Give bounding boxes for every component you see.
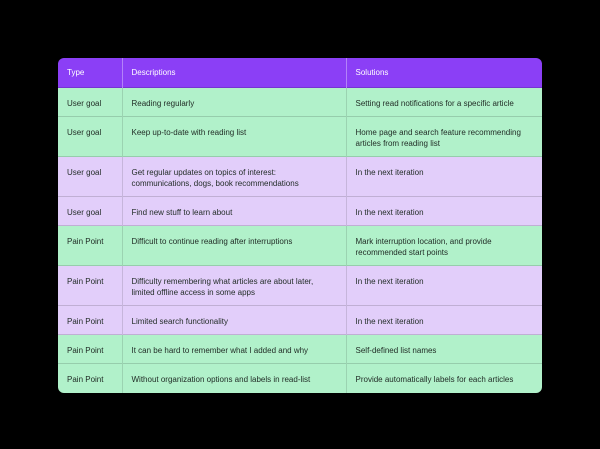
cell-type: User goal [58,157,122,197]
cell-solution: Provide automatically labels for each articles [346,364,542,393]
goals-pain-points-table [58,58,542,393]
cell-type: Pain Point [58,226,122,266]
header-type: Type [58,58,122,88]
cell-description: Get regular updates on topics of interest: communications, dogs, book recommendations [122,157,346,197]
table-row [58,197,542,226]
cell-solution: Setting read notifications for a specific article [346,88,542,117]
table-row [58,88,542,117]
cell-description: It can be hard to remember what I added and why [122,335,346,364]
cell-description: Difficult to continue reading after interruptions [122,226,346,266]
cell-type: User goal [58,197,122,226]
cell-description: Without organization options and labels in read-list [122,364,346,393]
cell-type: Pain Point [58,306,122,335]
cell-description: Difficulty remembering what articles are about later, limited offline access in some apps [122,266,346,306]
table-row [58,335,542,364]
table-row [58,266,542,306]
cell-solution: In the next iteration [346,197,542,226]
table-row [58,117,542,157]
cell-solution: Mark interruption location, and provide recommended start points [346,226,542,266]
cell-type: Pain Point [58,266,122,306]
table-row [58,306,542,335]
cell-type: Pain Point [58,335,122,364]
cell-description: Limited search functionality [122,306,346,335]
cell-solution: In the next iteration [346,306,542,335]
user-research-table [58,58,542,393]
cell-solution: In the next iteration [346,266,542,306]
table-row [58,364,542,393]
table-row [58,226,542,266]
table-header-row [58,58,542,88]
cell-description: Reading regularly [122,88,346,117]
cell-description: Find new stuff to learn about [122,197,346,226]
cell-type: Pain Point [58,364,122,393]
table-row [58,157,542,197]
cell-solution: Self-defined list names [346,335,542,364]
cell-solution: Home page and search feature recommending articles from reading list [346,117,542,157]
cell-description: Keep up-to-date with reading list [122,117,346,157]
header-solutions: Solutions [346,58,542,88]
cell-type: User goal [58,117,122,157]
cell-solution: In the next iteration [346,157,542,197]
header-descriptions: Descriptions [122,58,346,88]
cell-type: User goal [58,88,122,117]
